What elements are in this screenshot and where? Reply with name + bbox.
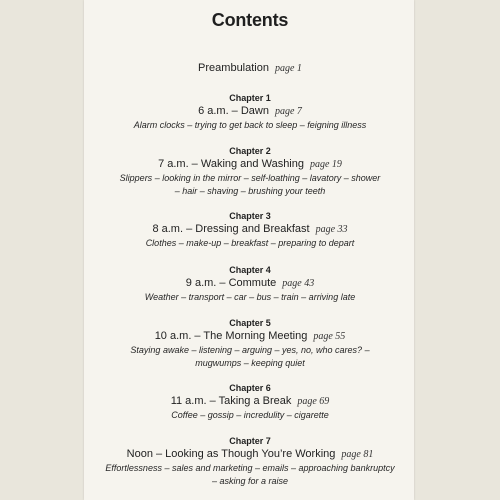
chapter-title: 9 a.m. – Commute (185, 277, 277, 289)
chapter-page: page 55 (313, 331, 346, 342)
chapter-description: Slippers – looking in the mirror – self-loathing – lavatory – shower (119, 173, 381, 183)
chapter-page: page 81 (341, 449, 374, 460)
chapter-title-line (0, 222, 500, 237)
preamble-page: page 1 (274, 63, 302, 74)
chapter-number: Chapter 4 (229, 265, 271, 275)
chapter-number: Chapter 3 (229, 211, 271, 221)
chapter-page: page 7 (274, 106, 302, 117)
chapter-number: Chapter 2 (229, 146, 271, 156)
chapter-title: 8 a.m. – Dressing and Breakfast (152, 223, 310, 235)
chapter-title: 6 a.m. – Dawn (198, 105, 269, 117)
chapter-1 (0, 92, 500, 132)
preamble-entry (0, 62, 500, 74)
contents-title: Contents (211, 10, 289, 30)
chapter-5 (0, 317, 500, 370)
chapter-2 (0, 145, 500, 198)
chapter-title: 7 a.m. – Waking and Washing (158, 158, 304, 170)
chapter-description: Coffee – gossip – incredulity – cigarette (171, 410, 329, 420)
chapter-title-line (0, 104, 500, 119)
chapter-description: mugwumps – keeping quiet (195, 358, 305, 368)
chapter-page: page 33 (315, 224, 348, 235)
chapter-page: page 19 (309, 159, 342, 170)
chapter-description: Alarm clocks – trying to get back to sleep – feigning illness (133, 120, 367, 130)
chapter-title: 10 a.m. – The Morning Meeting (154, 330, 308, 342)
chapter-title-line (0, 276, 500, 291)
preamble-label: Preambulation (198, 62, 269, 74)
chapter-title: Noon – Looking as Though You’re Working (126, 448, 336, 460)
chapter-description: Clothes – make-up – breakfast – preparing to depart (145, 238, 355, 248)
chapter-description: Effortlessness – sales and marketing – emails – approaching bankruptcy (105, 463, 395, 473)
chapter-7 (0, 435, 500, 488)
chapter-description: – hair – shaving – brushing your teeth (174, 186, 326, 196)
chapter-number: Chapter 1 (229, 93, 271, 103)
book-page (84, 0, 414, 500)
chapter-3 (0, 210, 500, 250)
chapter-title-line (0, 329, 500, 344)
chapter-title-line (0, 157, 500, 172)
chapter-title-line (0, 447, 500, 462)
chapter-page: page 43 (282, 278, 315, 289)
chapter-number: Chapter 5 (229, 318, 271, 328)
chapter-title-line (0, 394, 500, 409)
chapter-description: Weather – transport – car – bus – train – arriving late (144, 292, 356, 302)
chapter-description: – asking for a raise (211, 476, 289, 486)
chapter-number: Chapter 6 (229, 383, 271, 393)
chapter-number: Chapter 7 (229, 436, 271, 446)
chapter-page: page 69 (297, 396, 330, 407)
chapter-title: 11 a.m. – Taking a Break (170, 395, 292, 407)
chapter-6 (0, 382, 500, 422)
chapter-description: Staying awake – listening – arguing – yes, no, who cares? – (130, 345, 370, 355)
chapter-4 (0, 264, 500, 304)
